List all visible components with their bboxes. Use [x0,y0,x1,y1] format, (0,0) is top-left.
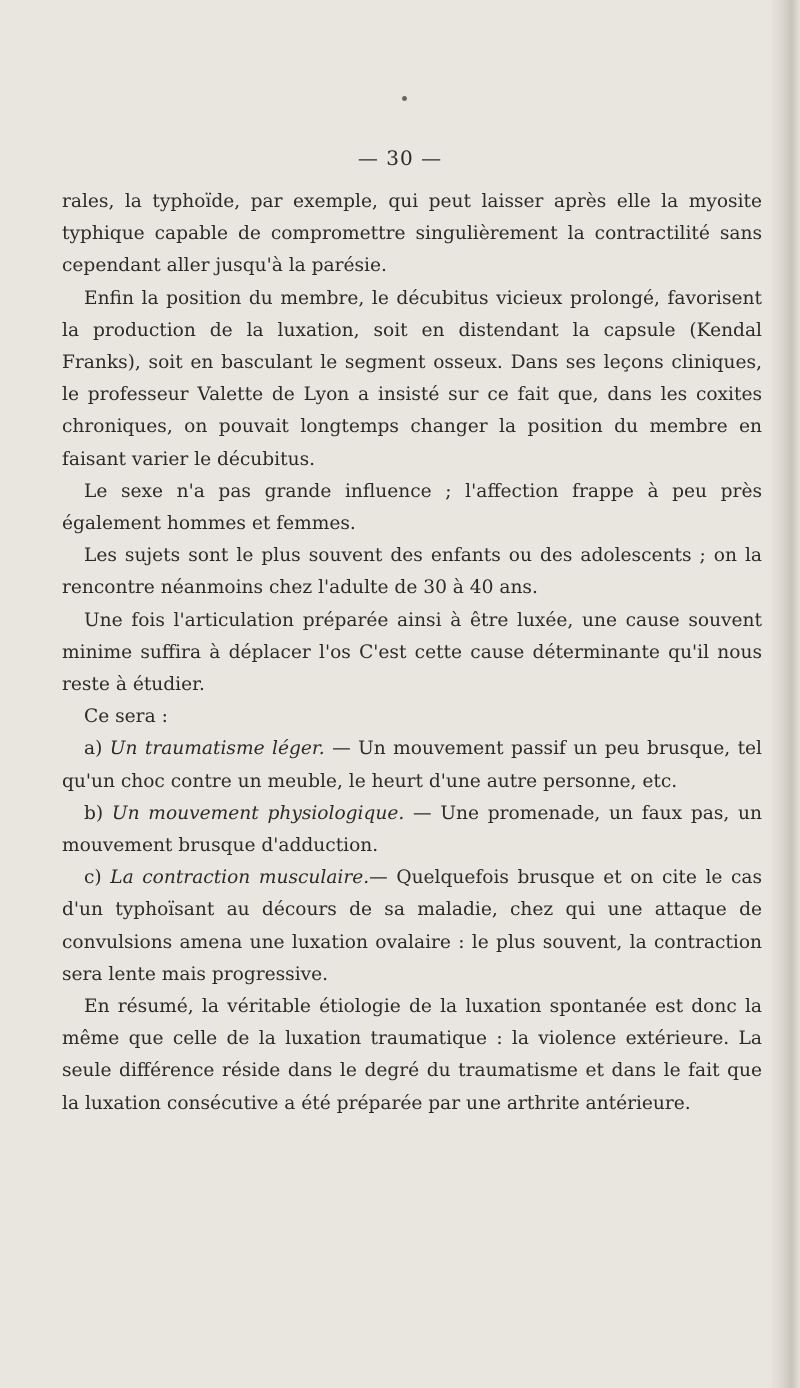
paragraph-2: Enfin la position du membre, le décubitus vicieux prolongé, favorisent la production de la luxation, soit en distendant la capsule (Kendal Franks), soit en basculant le segment osseux. Dans ses leçons cliniques, le professeur Valette de Lyon a insisté sur ce fait que, dans les coxites chroniques, on pouvait longtemps changer la position du membre en faisant varier le décubitus. [62,287,762,470]
cause-a [62,733,762,797]
cause-b [62,798,762,862]
cause-a-text: — Un mouvement passif un peu brusque, tel qu'un choc contre un meuble, le heurt d'une autre personne, etc. [62,738,762,792]
page-edge-shadow [772,0,800,1388]
paragraph-1: rales, la typhoïde, par exemple, qui peut laisser après elle la myosite typhique capable de compromettre singulièrement la contractilité sans cependant aller jusqu'à la parésie. [62,191,762,277]
cause-c [62,862,762,991]
body-text [62,186,762,1120]
paragraph-5: Une fois l'articulation préparée ainsi à être luxée, une cause souvent minime suffira à déplacer l'os C'est cette cause déterminante qu'il nous reste à étudier. [62,609,762,696]
paragraph-4: Les sujets sont le plus souvent des enfants ou des adolescents ; on la rencontre néanmoins chez l'adulte de 30 à 40 ans. [62,545,762,599]
cause-b-text: — Une promenade, un faux pas, un mouvement brusque d'adduction. [62,802,762,857]
paragraph-3: Le sexe n'a pas grande influence ; l'affection frappe à peu près également hommes et femmes. [62,480,762,535]
cause-c-text: — Quelquefois brusque et on cite le cas d'un typhoïsant au décours de sa maladie, chez qui une attaque de convulsions amena une luxation ovalaire : le plus souvent, la contraction sera lente mais progressive. [62,867,762,985]
page-number: — 30 — [357,146,443,170]
cause-b-title: Un mouvement physiologique. [111,802,405,824]
cause-b-marker: b) [84,802,104,824]
printed-dot [402,96,407,101]
cause-a-marker: a) [84,738,103,760]
cause-c-title: La contraction musculaire. [110,867,370,889]
cause-a-title: Un traumatisme léger. [109,738,325,760]
paragraph-6: Ce sera : [84,706,168,728]
conclusion-paragraph: En résumé, la véritable étiologie de la luxation spontanée est donc la même que celle de la luxation traumatique : la violence extérieure. La seule différence réside dans le degré du traumatisme et dans le fait que la luxation consécutive a été préparée par une arthrite antérieure. [62,996,762,1114]
cause-c-marker: c) [84,867,102,889]
